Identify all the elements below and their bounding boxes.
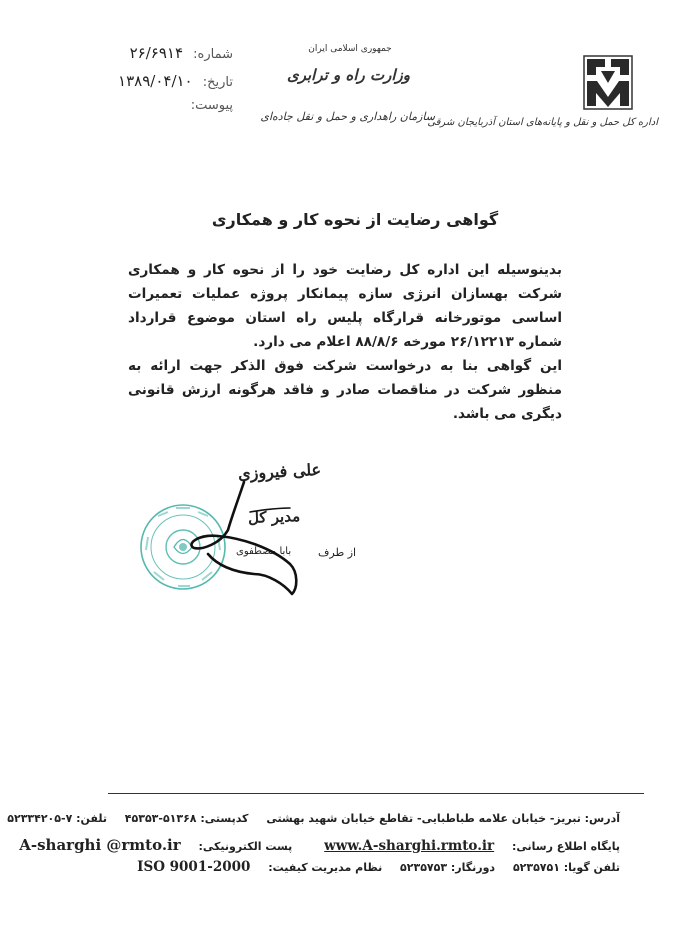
footer-web-row xyxy=(0,836,620,854)
phone-answering-text: تلفن گویا: ۵۲۳۵۷۵۱ xyxy=(512,861,620,874)
body-paragraph-2: این گواهی بنا به درخواست شرکت فوق الذکر جهت ارائه به منظور شرکت در مناقصات صادر و فاقد هرگونه ارزش قانونی دیگری می باشد. xyxy=(128,358,562,422)
website-link[interactable]: www.A-sharghi.rmto.ir xyxy=(324,838,495,854)
organization-line: سازمان راهداری و حمل و نقل جاده‌ای xyxy=(260,110,435,123)
number-value: ۲۶/۶۹۱۴ xyxy=(129,44,184,62)
email-label: پست الکترونیکی: xyxy=(198,840,293,853)
email-link[interactable]: A-sharghi @rmto.ir xyxy=(19,836,181,854)
website-label: پایگاه اطلاع رسانی: xyxy=(511,840,620,853)
logo-caption: اداره کل حمل و نقل و پایانه‌های استان آذربایجان شرقی xyxy=(427,117,658,128)
number-row xyxy=(130,44,233,62)
number-label: شماره: xyxy=(193,47,233,62)
document-title: گواهی رضایت از نحوه کار و همکاری xyxy=(211,210,499,229)
quality-standard: ISO 9001-2000 xyxy=(137,859,251,875)
signer-name: بابا مصطفوی xyxy=(236,546,292,557)
fax-text: دورنگار: ۵۲۳۵۷۵۳ xyxy=(400,861,496,874)
ministry-logo-icon xyxy=(583,55,633,110)
republic-line: جمهوری اسلامی ایران xyxy=(308,44,392,54)
footer-contact-row xyxy=(109,859,620,875)
phone-text: تلفن: ۷-۵۲۳۳۴۲۰۵ xyxy=(7,812,107,825)
ministry-line: وزارت راه و ترابری xyxy=(286,66,410,84)
footer-divider xyxy=(108,793,644,794)
postal-code-text: کدپستی: ۵۱۳۶۸-۴۵۳۵۳ xyxy=(124,812,249,825)
quality-label: نظام مدیریت کیفیت: xyxy=(268,861,383,874)
handwritten-signature xyxy=(180,478,340,598)
date-row xyxy=(118,72,233,90)
body-paragraph-1: بدینوسیله این اداره کل رضایت خود را از نحوه کار و همکاری شرکت بهسازان انرژی سازه پیمانکار پروژه عملیات تعمیرات اساسی موتورخانه قرارگاه پلیس راه استان موضوع قرارداد شماره ۲۶/۱۲۲۱۳ مورخه ۸۸/۸/۶ اعلام می دارد. xyxy=(128,262,562,350)
address-text: آدرس: تبریز- خیابان علامه طباطبایی- تقاطع خیابان شهید بهشتی xyxy=(266,812,620,825)
footer-address-row xyxy=(0,812,620,825)
on-behalf-label: از طرف xyxy=(318,546,357,559)
attachment-row xyxy=(191,98,233,113)
document-body xyxy=(128,258,562,426)
date-value: ۱۳۸۹/۰۴/۱۰ xyxy=(118,72,193,90)
signatory-name: علی فیروزی xyxy=(237,459,322,484)
signatory-title: مدیر کل xyxy=(247,507,301,527)
date-label: تاریخ: xyxy=(202,75,233,90)
attachment-label: پیوست: xyxy=(190,98,233,113)
